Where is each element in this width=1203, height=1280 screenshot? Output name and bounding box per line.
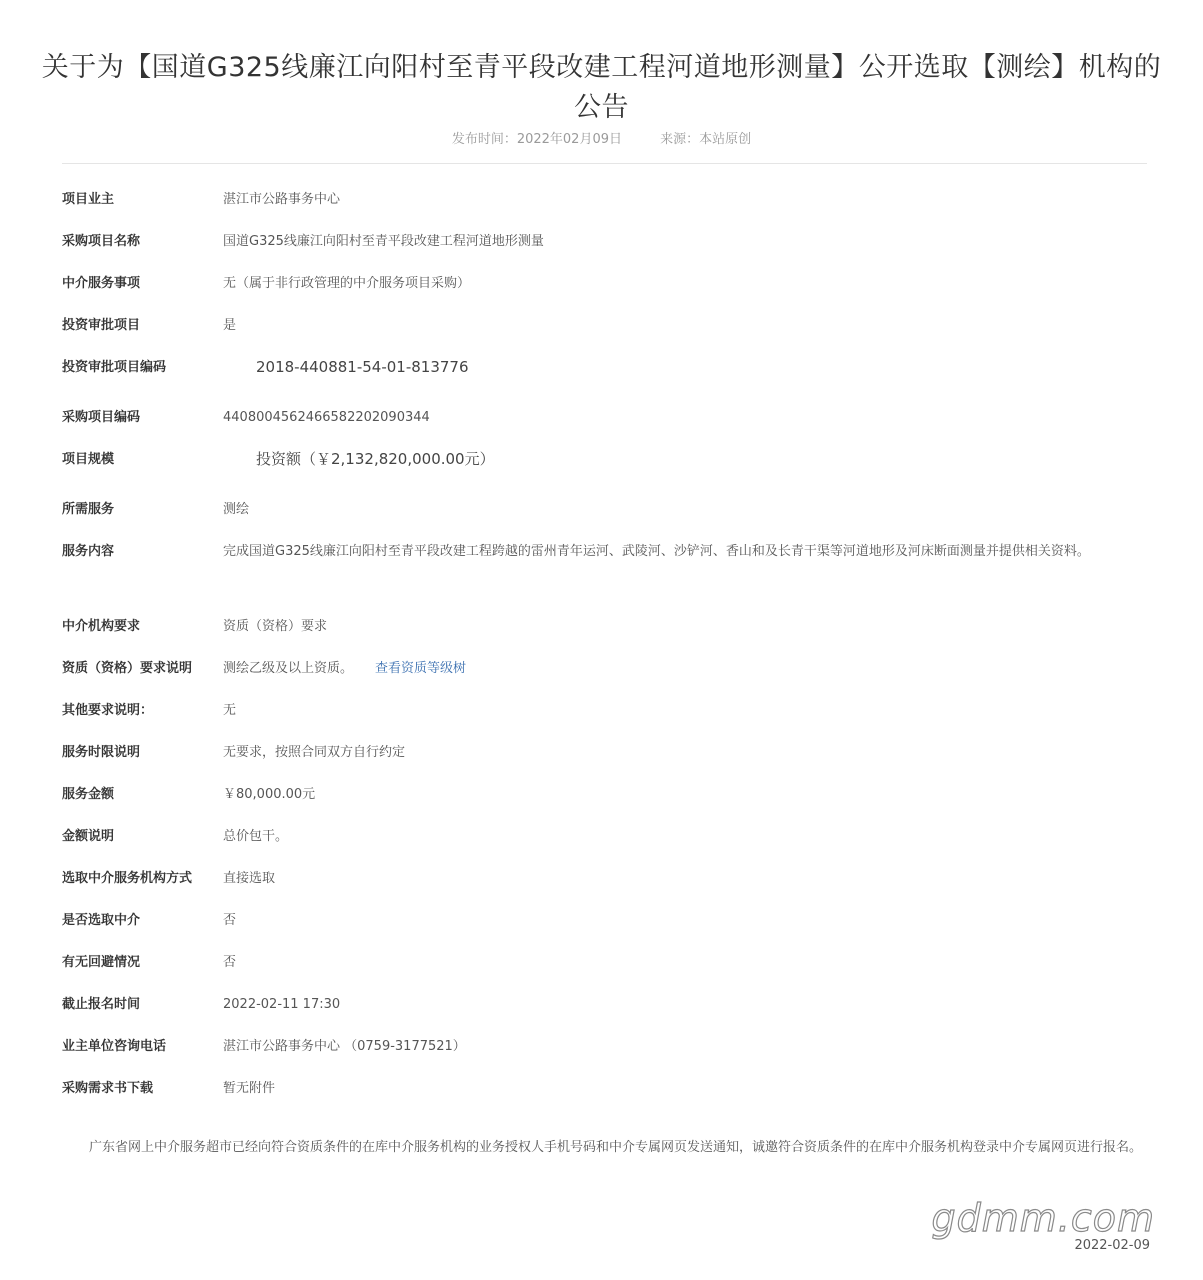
row-amount-desc [62, 817, 1147, 859]
article-meta [0, 128, 1203, 147]
publish-time: 2022年02月09日 [516, 132, 622, 147]
row-label: 项目业主 [62, 192, 115, 207]
row-value: 测绘乙级及以上资质。 [223, 661, 354, 676]
row-value: 2018-440881-54-01-813776 [256, 358, 469, 376]
row-label: 采购项目编码 [62, 410, 141, 425]
row-label: 项目规模 [62, 452, 115, 467]
row-value: 湛江市公路事务中心 （0759-3177521） [223, 1039, 466, 1054]
row-label: 所需服务 [62, 502, 115, 517]
row-contact-phone [62, 1027, 1147, 1069]
row-value: 是 [223, 318, 237, 333]
row-value: 完成国道G325线廉江向阳村至青平段改建工程跨越的雷州青年运河、武陵河、沙铲河、香山和及长青干渠等河道地形及河床断面测量并提供相关资料。 [223, 544, 1090, 559]
row-value: 测绘 [223, 502, 250, 517]
row-value: 无要求，按照合同双方自行约定 [223, 745, 406, 760]
row-label: 服务金额 [62, 787, 115, 802]
row-value: 否 [223, 913, 237, 928]
row-value: ￥80,000.00元 [223, 787, 316, 802]
row-value: 湛江市公路事务中心 [223, 192, 341, 207]
row-value: 否 [223, 955, 237, 970]
row-label: 业主单位咨询电话 [62, 1039, 167, 1054]
info-table [62, 180, 1147, 1111]
row-project-scale [62, 440, 1147, 490]
row-value: 国道G325线廉江向阳村至青平段改建工程河道地形测量 [223, 234, 544, 249]
row-label: 投资审批项目编码 [62, 360, 167, 375]
row-avoidance [62, 943, 1147, 985]
row-required-service [62, 490, 1147, 532]
row-value: 资质（资格）要求 [223, 619, 328, 634]
row-qualification-desc [62, 649, 1147, 691]
row-agency-requirement [62, 607, 1147, 649]
row-label: 是否选取中介 [62, 913, 141, 928]
row-value: 投资额（￥2,132,820,000.00元） [256, 450, 495, 468]
row-value: 直接选取 [223, 871, 276, 886]
watermark: gdmm.com [931, 1196, 1155, 1240]
row-label: 截止报名时间 [62, 997, 141, 1012]
notice-paragraph: 广东省网上中介服务超市已经向符合资质条件的在库中介服务机构的业务授权人手机号码和中介专属网页发送通知，诚邀符合资质条件的在库中介服务机构登录中介专属网页进行报名。 [89, 1140, 1143, 1155]
row-selection-method [62, 859, 1147, 901]
row-requirements-download [62, 1069, 1147, 1111]
row-label: 中介机构要求 [62, 619, 141, 634]
row-label: 金额说明 [62, 829, 115, 844]
row-value: 总价包干。 [223, 829, 289, 844]
source-label: 来源： [660, 132, 700, 147]
qualification-tree-link[interactable]: 查看资质等级树 [375, 661, 467, 676]
row-value: 无 [223, 703, 237, 718]
row-service-item [62, 264, 1147, 306]
row-approval-code [62, 348, 1147, 398]
row-other-requirements [62, 691, 1147, 733]
row-label: 选取中介服务机构方式 [62, 871, 193, 886]
article-title: 关于为【国道G325线廉江向阳村至青平段改建工程河道地形测量】公开选取【测绘】机构的公告 [41, 52, 1162, 124]
row-value: 440800456246658220209034​4 [223, 410, 430, 425]
row-project-name [62, 222, 1147, 264]
row-label: 有无回避情况 [62, 955, 141, 970]
divider [62, 163, 1147, 164]
footer-date: 2022-02-09 [1074, 1238, 1150, 1253]
row-label: 资质（资格）要求说明 [62, 661, 193, 676]
row-service-amount [62, 775, 1147, 817]
source: 本站原创 [699, 132, 752, 147]
row-label: 采购需求书下载 [62, 1081, 154, 1096]
row-label: 中介服务事项 [62, 276, 141, 291]
row-label: 采购项目名称 [62, 234, 141, 249]
row-deadline [62, 985, 1147, 1027]
row-investment-approval [62, 306, 1147, 348]
row-value: 2022-02-11 17:30 [223, 997, 341, 1012]
row-service-time-limit [62, 733, 1147, 775]
row-procurement-code [62, 398, 1147, 440]
row-label: 服务内容 [62, 544, 115, 559]
row-label: 投资审批项目 [62, 318, 141, 333]
row-service-content [62, 532, 1147, 607]
row-whether-select [62, 901, 1147, 943]
row-value-wrap [223, 649, 1147, 685]
row-label: 服务时限说明 [62, 745, 141, 760]
row-project-owner [62, 180, 1147, 222]
row-value: 无（属于非行政管理的中介服务项目采购） [223, 276, 471, 291]
publish-time-label: 发布时间： [451, 132, 517, 147]
row-label: 其他要求说明： [62, 703, 154, 718]
row-value: 暂无附件 [223, 1081, 276, 1096]
